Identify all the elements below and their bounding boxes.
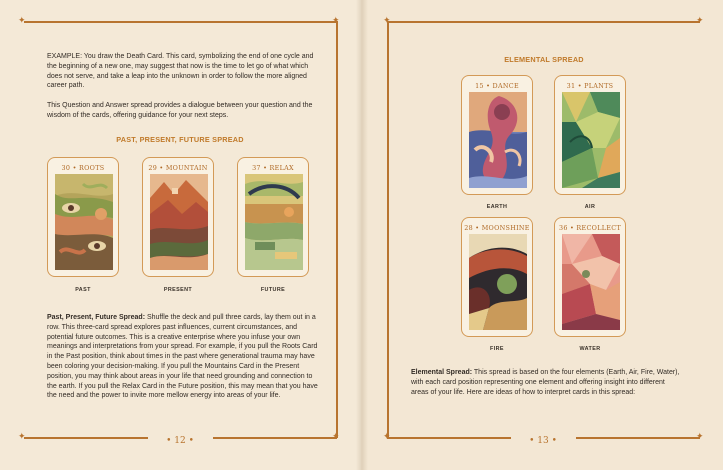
description-lead: Past, Present, Future Spread: bbox=[47, 314, 146, 321]
tarot-card-dance bbox=[461, 75, 533, 195]
top-rule bbox=[24, 21, 337, 23]
section-heading: ELEMENTAL SPREAD bbox=[504, 55, 584, 64]
card-title: 28 • MOONSHINE bbox=[464, 224, 530, 232]
example-paragraph: EXAMPLE: You draw the Death Card. This card, symbolizing the end of one cycle and the beginning of a new one, may suggest that now is the time to let go of what which does not serve, and take a leap into the unknown in order to follow the more aligned career path. bbox=[47, 53, 314, 90]
card-position-label: EARTH bbox=[486, 204, 508, 210]
card-position-label: WATER bbox=[579, 346, 601, 352]
corner-ornament-icon: ✦ bbox=[18, 16, 26, 26]
tarot-card-plants bbox=[554, 75, 626, 195]
description-body: Shuffle the deck and pull three cards, lay them out in a row. This three-card spread explores past influences, current circumstances, and potential future outcomes. This is a creative enterprise where you infuse your own meanings and interpretations from your spread. For example, if you pull the Roots Card in the Past position, think about times in the past where generational trauma may have been coloring your decision-making. If you pull the Mountains Card in the Present position, you may think about areas in your life that need grounding and connection to the earth. If you pull the Relax Card in the Future position, this may mean that you have the need and the power to invite more mellow energy into areas of your life. bbox=[47, 314, 318, 400]
corner-ornament-icon: ✦ bbox=[332, 16, 340, 26]
card-title: 30 • ROOTS bbox=[61, 164, 105, 172]
card-title: 36 • RECOLLECT bbox=[558, 224, 622, 232]
right-rule bbox=[336, 21, 338, 438]
tarot-card-moonshine bbox=[461, 217, 533, 337]
card-illustration bbox=[150, 174, 208, 270]
card-illustration bbox=[562, 234, 620, 330]
left-rule bbox=[387, 21, 389, 438]
description-body: This spread is based on the four elements (Earth, Air, Fire, Water), with each card position representing one element and offering insight into different areas of your life. Here are ideas of how to interpret cards in this spread: bbox=[411, 369, 680, 396]
card-illustration bbox=[562, 92, 620, 188]
card-illustration bbox=[245, 174, 303, 270]
spread-description bbox=[411, 368, 683, 397]
book-gutter bbox=[356, 0, 368, 470]
left-page bbox=[0, 0, 361, 470]
bottom-rule-right bbox=[213, 437, 337, 439]
page-number: • 12 • bbox=[166, 436, 194, 446]
right-page bbox=[362, 0, 723, 470]
corner-ornament-icon: ✦ bbox=[332, 432, 340, 442]
corner-ornament-icon: ✦ bbox=[696, 432, 704, 442]
top-rule bbox=[387, 21, 700, 23]
card-title: 29 • MOUNTAIN bbox=[148, 164, 208, 172]
qa-paragraph: This Question and Answer spread provides a dialogue between your question and the wisdom of the cards, offering guidance for your next steps. bbox=[47, 102, 313, 119]
corner-ornament-icon: ✦ bbox=[696, 16, 704, 26]
card-position-label: PRESENT bbox=[163, 287, 193, 293]
corner-ornament-icon: ✦ bbox=[383, 432, 391, 442]
tarot-card-roots bbox=[47, 157, 119, 277]
card-position-label: FUTURE bbox=[260, 287, 286, 293]
corner-ornament-icon: ✦ bbox=[383, 16, 391, 26]
bottom-rule-left bbox=[24, 437, 148, 439]
card-illustration bbox=[469, 92, 527, 188]
tarot-card-recollect bbox=[554, 217, 626, 337]
description-lead: Elemental Spread: bbox=[411, 369, 473, 376]
section-heading: PAST, PRESENT, FUTURE SPREAD bbox=[116, 135, 244, 144]
bottom-rule-right bbox=[576, 437, 700, 439]
bottom-rule-left bbox=[387, 437, 511, 439]
card-illustration bbox=[55, 174, 113, 270]
spread-description bbox=[47, 313, 323, 401]
card-position-label: FIRE bbox=[490, 346, 504, 352]
tarot-card-relax bbox=[237, 157, 309, 277]
card-title: 31 • PLANTS bbox=[566, 82, 614, 90]
card-title: 37 • RELAX bbox=[252, 164, 294, 172]
card-title: 15 • DANCE bbox=[475, 82, 519, 90]
card-illustration bbox=[469, 234, 527, 330]
page-number: • 13 • bbox=[529, 436, 557, 446]
tarot-card-mountain bbox=[142, 157, 214, 277]
corner-ornament-icon: ✦ bbox=[18, 432, 26, 442]
card-position-label: AIR bbox=[584, 204, 596, 210]
card-position-label: PAST bbox=[75, 287, 91, 293]
